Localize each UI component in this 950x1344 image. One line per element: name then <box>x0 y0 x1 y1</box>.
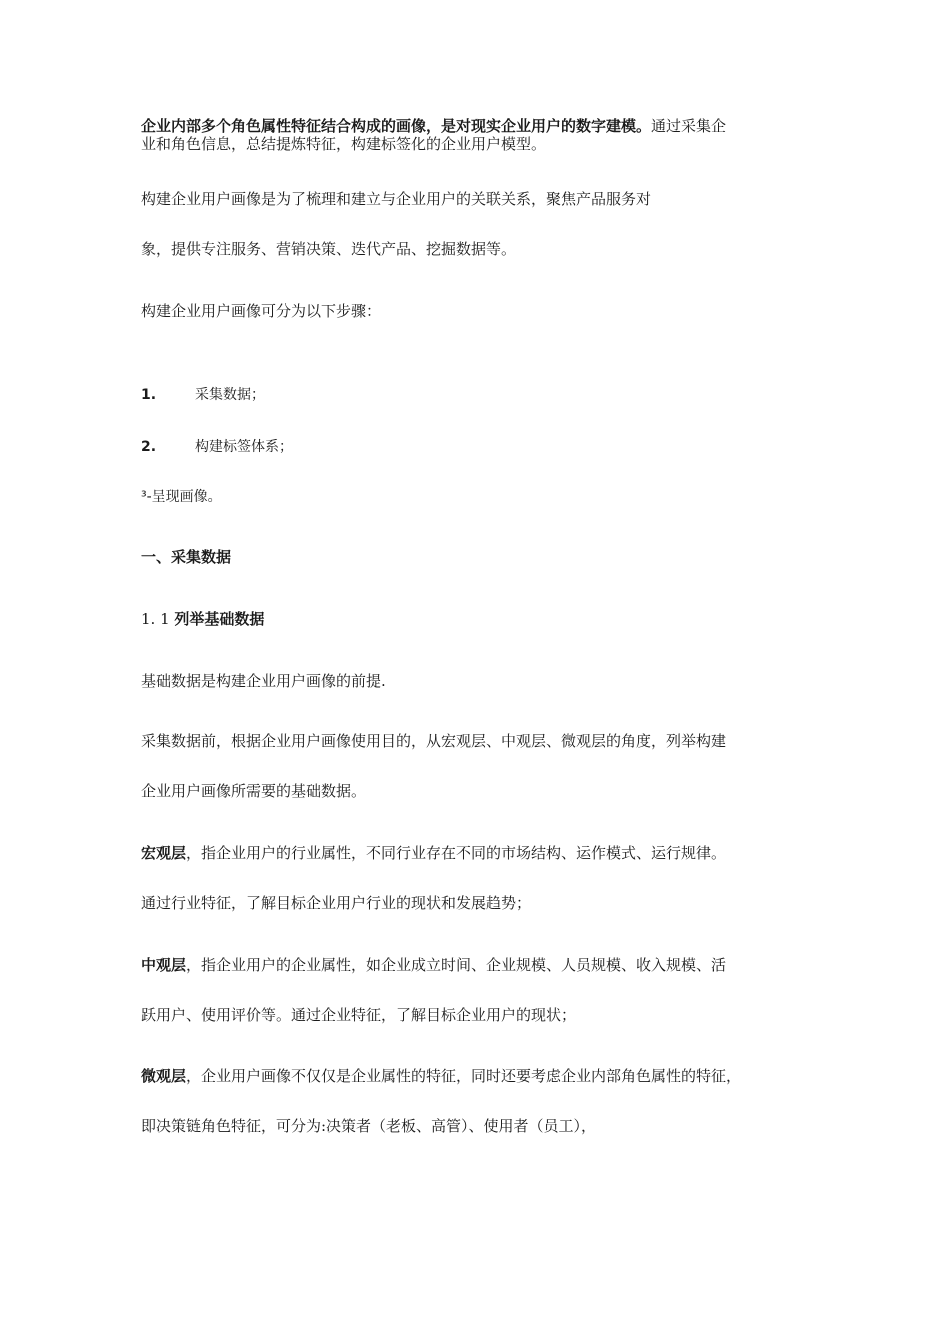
collect-line-2: 企业用户画像所需要的基础数据。 <box>141 782 367 800</box>
micro-line-1 <box>141 1066 741 1086</box>
step-number: 1. <box>141 387 157 403</box>
step-text: 采集数据； <box>195 387 265 403</box>
section-1-1-title: 列举基础数据 <box>174 610 265 628</box>
step-text: 呈现画像。 <box>151 489 222 505</box>
steps-intro: 构建企业用户画像可分为以下步骤： <box>141 302 382 320</box>
section-1-1-number: 1. 1 <box>141 610 170 628</box>
meso-line-1 <box>141 955 726 975</box>
step-number: 2. <box>141 439 157 455</box>
meso-line-2: 跃用户、使用评价等。通过企业特征，了解目标企业用户的现状； <box>141 1006 577 1024</box>
purpose-line-2: 象，提供专注服务、营销决策、迭代产品、挖掘数据等。 <box>141 240 517 258</box>
macro-line-1 <box>141 843 726 863</box>
step-number: ³- <box>141 489 152 505</box>
step-item <box>141 385 265 405</box>
basic-data-line: 基础数据是构建企业用户画像的前提. <box>141 672 386 690</box>
meso-term: 中观层 <box>141 956 187 974</box>
step-item <box>141 437 293 457</box>
section-1-1-heading <box>141 609 264 629</box>
meso-line-1-rest: ，指企业用户的企业属性，如企业成立时间、企业规模、人员规模、收入规模、活 <box>186 956 727 974</box>
micro-line-1-rest: ，企业用户画像不仅仅是企业属性的特征，同时还要考虑企业内部角色属性的特征， <box>186 1067 742 1085</box>
intro-line-1 <box>141 117 726 135</box>
step-item <box>141 487 222 507</box>
macro-line-2: 通过行业特征，了解目标企业用户行业的现状和发展趋势； <box>141 894 532 912</box>
intro-bold-text: 企业内部多个角色属性特征结合构成的画像，是对现实企业用户的数字建模。 <box>141 117 652 135</box>
intro-line-2: 业和角色信息，总结提炼特征，构建标签化的企业用户模型。 <box>141 135 547 153</box>
macro-line-1-rest: ，指企业用户的行业属性，不同行业存在不同的市场结构、运作模式、运行规律。 <box>186 844 727 862</box>
purpose-line-1: 构建企业用户画像是为了梳理和建立与企业用户的关联关系，聚焦产品服务对 <box>141 190 652 208</box>
micro-line-2: 即决策链角色特征，可分为:决策者（老板、高管）、使用者（员工）， <box>141 1117 597 1135</box>
step-text: 构建标签体系； <box>195 439 293 455</box>
collect-line-1: 采集数据前，根据企业用户画像使用目的，从宏观层、中观层、微观层的角度，列举构建 <box>141 732 727 750</box>
section-1-heading: 一、采集数据 <box>141 548 232 566</box>
macro-term: 宏观层 <box>141 844 187 862</box>
intro-line-1-rest: 通过采集企 <box>651 117 727 135</box>
micro-term: 微观层 <box>141 1067 187 1085</box>
